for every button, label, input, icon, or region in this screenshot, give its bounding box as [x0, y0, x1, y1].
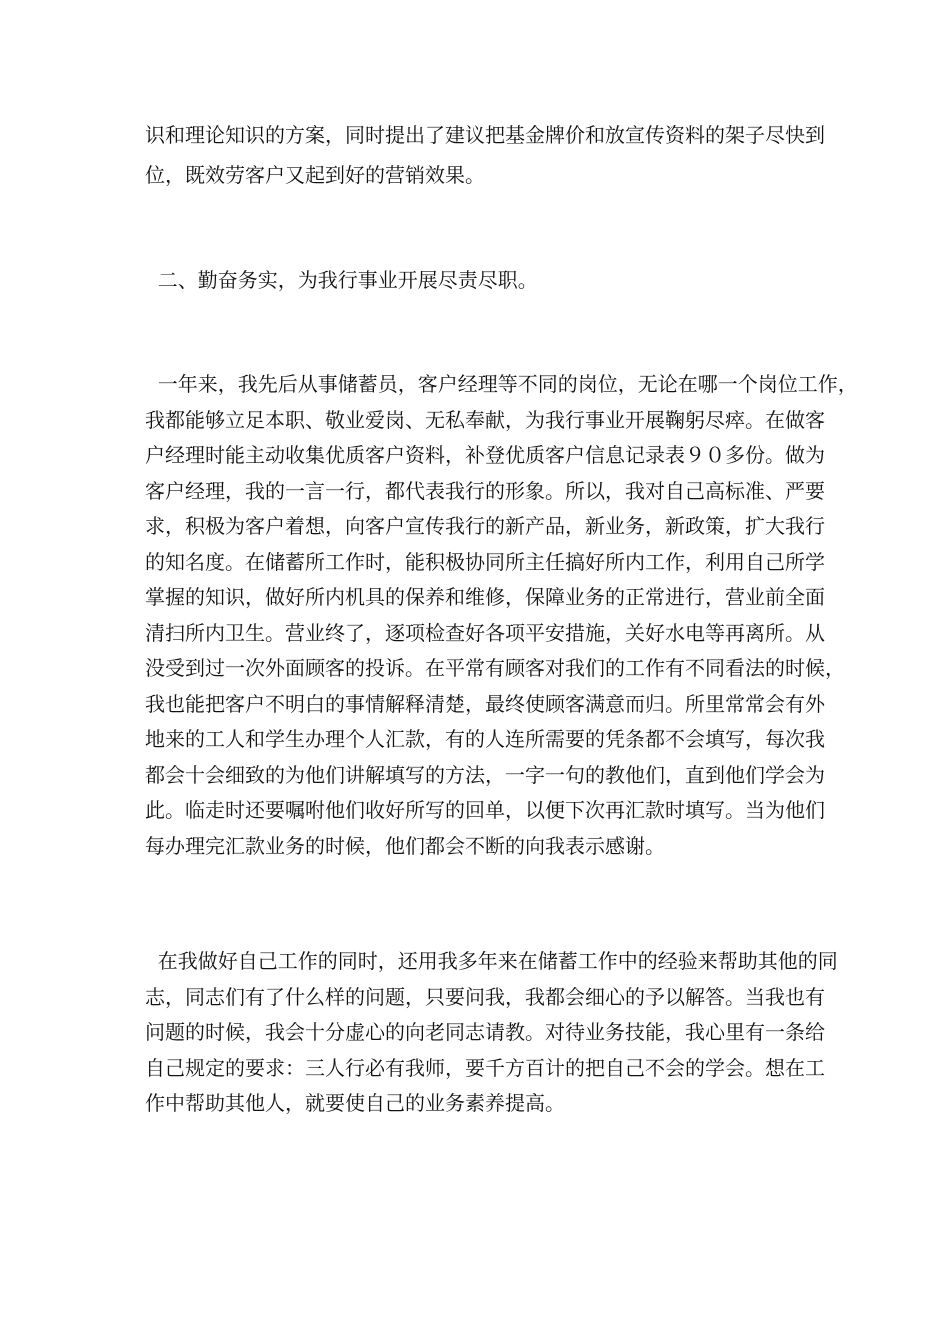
- text-line: 都会十会细致的为他们讲解填写的方法，一字一句的教他们，直到他们学会为: [145, 763, 825, 787]
- text-line: 清扫所内卫生。营业终了，逐项检查好各项平安措施，关好水电等再离所。从: [145, 621, 825, 645]
- text-line: 一年来，我先后从事储蓄员，客户经理等不同的岗位，无论在哪一个岗位工作，: [145, 372, 858, 396]
- text-line: 的知名度。在储蓄所工作时，能积极协同所主任搞好所内工作，利用自己所学: [145, 550, 825, 574]
- text-line: 在我做好自己工作的同时，还用我多年来在储蓄工作中的经验来帮助其他的同: [145, 949, 838, 973]
- text-line: 客户经理，我的一言一行，都代表我行的形象。所以，我对自己高标准、严要: [145, 479, 825, 503]
- text-line: 此。临走时还要嘱咐他们收好所写的回单，以便下次再汇款时填写。当为他们: [145, 798, 825, 822]
- text-line: 识和理论知识的方案，同时提出了建议把基金牌价和放宣传资料的架子尽快到: [145, 123, 825, 147]
- text-line: 位，既效劳客户又起到好的营销效果。: [145, 163, 485, 187]
- text-line: 我也能把客户不明白的事情解释清楚，最终使顾客满意而归。所里常常会有外: [145, 692, 825, 716]
- text-line: 问题的时候，我会十分虚心的向老同志请教。对待业务技能，我心里有一条给: [145, 1020, 825, 1044]
- text-line: 我都能够立足本职、敬业爱岗、无私奉献，为我行事业开展鞠躬尽瘁。在做客: [145, 408, 825, 432]
- text-line: 没受到过一次外面顾客的投诉。在平常有顾客对我们的工作有不同看法的时候，: [145, 656, 845, 680]
- text-line: 作中帮助其他人，就要使自己的业务素养提高。: [145, 1091, 565, 1115]
- text-line: 自己规定的要求：三人行必有我师，要千方百计的把自己不会的学会。想在工: [145, 1056, 825, 1080]
- text-line: 地来的工人和学生办理个人汇款，有的人连所需要的凭条都不会填写，每次我: [145, 727, 825, 751]
- text-line: 户经理时能主动收集优质客户资料，补登优质客户信息记录表９０多份。做为: [145, 443, 825, 467]
- text-line: 求，积极为客户着想，向客户宣传我行的新产品，新业务，新政策，扩大我行: [145, 514, 825, 538]
- text-line: 掌握的知识，做好所内机具的保养和维修，保障业务的正常进行，营业前全面: [145, 585, 825, 609]
- section-heading: 二、勤奋务实，为我行事业开展尽责尽职。: [145, 268, 538, 292]
- text-line: 志，同志们有了什么样的问题，只要问我，我都会细心的予以解答。当我也有: [145, 985, 825, 1009]
- text-line: 每办理完汇款业务的时候，他们都会不断的向我表示感谢。: [145, 834, 665, 858]
